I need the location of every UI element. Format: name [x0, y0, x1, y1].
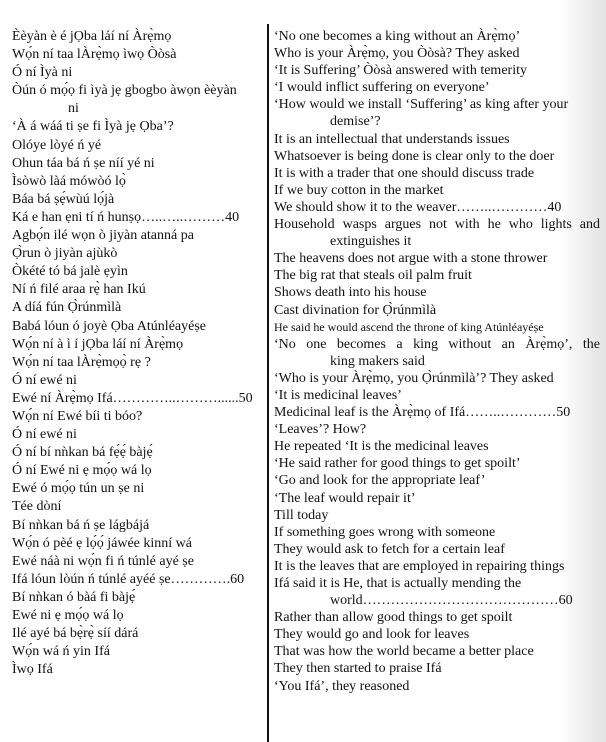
yoruba-verse-line: Tée dòní	[12, 499, 62, 515]
column-divider	[267, 24, 269, 742]
yoruba-verse-line: Ohun táa bá ń ṣe níí yé ni	[12, 155, 155, 171]
english-translation-line: The big rat that steals oil palm fruit	[274, 268, 472, 284]
english-translation-line: Till today	[274, 507, 329, 523]
english-translation-line: Medicinal leaf is the Àrẹ̀mọ of Ifá……..…………50	[274, 405, 571, 421]
english-translation-line: Rather than allow good things to get spoilt	[274, 610, 513, 626]
yoruba-verse-line: Ó ní bí nǹkan bá fẹ́ẹ́ bàjẹ́	[12, 445, 153, 461]
english-translation-line: It is with a trader that one should discuss trade	[274, 165, 535, 181]
yoruba-verse-line: Olóye lòyé ń yé	[12, 137, 102, 153]
english-translation-line: It is an intellectual that understands issues	[274, 131, 510, 147]
english-translation-line: ‘No one becomes a king without an Àrẹ̀mọ’, the	[274, 336, 600, 352]
english-translation-column	[274, 28, 600, 695]
yoruba-verse-line: Ewé ní Àrẹ̀mọ Ifá…………..………......50	[12, 390, 253, 406]
yoruba-verse-line: Ilé ayé bá bẹ̀rẹ̀ síí dárá	[12, 626, 139, 642]
yoruba-verse-line: Ó ní Ìyà ni	[12, 65, 73, 81]
english-translation-line: ‘It is medicinal leaves’	[274, 387, 402, 403]
english-translation-line: They would ask to fetch for a certain leaf	[274, 541, 505, 557]
yoruba-verse-line: Ewé náà ni wọ́n fi ń túnlé ayé ṣe	[12, 553, 194, 569]
english-translation-line: extinguishes it	[330, 234, 412, 250]
yoruba-verse-line: Ewé ni ẹ mọ́ọ wá lọ	[12, 608, 124, 623]
english-translation-line: ‘Leaves’? How?	[274, 422, 367, 438]
english-translation-line: We should show it to the weaver……..…………40	[274, 199, 562, 215]
yoruba-verse-column	[12, 28, 264, 679]
yoruba-verse-line: Babá lóun ó joyè Ọba Atúnléayéṣe	[12, 318, 207, 334]
yoruba-verse-line: Ní ń filé araa rẹ̀ han Ikú	[12, 282, 146, 298]
yoruba-verse-line: Ewé ó mọ́ọ tún un ṣe ni	[12, 481, 145, 497]
yoruba-verse-line: Wọ́n ní taa lÀrẹ̀mọ ìwọ Òòsà	[12, 47, 177, 63]
english-translation-line: Cast divination for Ọ̀rúnmìlà	[274, 302, 437, 318]
yoruba-verse-line: Ó ní ewé ni	[12, 427, 77, 443]
yoruba-verse-line: Bí nǹkan ó bàá fi bàjẹ́	[12, 589, 136, 605]
yoruba-verse-line: Wọ́n ní taa lÀrẹ̀mọọ̀ rẹ ?	[12, 354, 151, 370]
yoruba-verse-line: Ó ní Ewé ni ẹ mọ́ọ wá lọ	[12, 463, 152, 479]
english-translation-line: ‘It is Suffering’ Òòsà answered with temerity	[274, 63, 527, 79]
english-translation-line: Household wasps argues not with he who lights and	[274, 217, 600, 233]
english-translation-line: demise’?	[330, 114, 381, 130]
yoruba-verse-line: Agbọ́n ilé wọn ò jiyàn atanná pa	[12, 228, 194, 244]
yoruba-verse-line: Ìsòwò làá mówòó lọ̀	[12, 173, 126, 189]
english-translation-line: king makers said	[330, 353, 425, 369]
english-translation-line: If we buy cotton in the market	[274, 182, 444, 198]
yoruba-verse-line: Ó ní ewé ni	[12, 372, 77, 388]
english-translation-line: world……………………………………60	[330, 593, 573, 609]
yoruba-verse-line: Òkété tó bá jalè ẹyìn	[12, 264, 128, 280]
english-translation-line: The heavens does not argue with a stone thrower	[274, 251, 548, 267]
yoruba-verse-line: Òún ó mọ́ọ fi ìyà jẹ gbogbo àwọn èèyàn	[12, 83, 237, 99]
english-translation-line: They then started to praise Ifá	[274, 661, 442, 677]
yoruba-verse-line: ‘À á wáá ti ṣe fi Ìyà jẹ Ọba’?	[12, 119, 174, 135]
english-translation-line: If something goes wrong with someone	[274, 524, 496, 540]
english-translation-line: ‘You Ifá’, they reasoned	[274, 678, 410, 694]
english-translation-line: Ifá said it is He, that is actually mending the	[274, 576, 522, 591]
yoruba-verse-line: Ifá lóun lòún ń túnlé ayéé ṣe………….60	[12, 571, 245, 587]
english-translation-line: He repeated ‘It is the medicinal leaves	[274, 439, 489, 455]
yoruba-verse-line: Bí nǹkan bá ń ṣe lágbájá	[12, 517, 150, 533]
yoruba-verse-line: Báa bá ṣẹ́wùú lọ́jà	[12, 191, 115, 207]
english-translation-line: Who is your Àrẹ̀mọ, you Òòsà? They asked	[274, 46, 520, 62]
english-translation-line: ‘No one becomes a king without an Àrẹ̀mọ’	[274, 29, 521, 44]
english-translation-line: ‘Go and look for the appropriate leaf’	[274, 473, 486, 489]
english-translation-line: They would go and look for leaves	[274, 627, 470, 643]
yoruba-verse-line: A díá fún Ọ̀rúnmìlà	[12, 300, 122, 316]
english-translation-line: It is the leaves that are employed in repairing things	[274, 558, 565, 574]
yoruba-verse-line: Wọ́n wá ń yin Ifá	[12, 644, 110, 660]
english-translation-line: Whatsoever is being done is clear only to the doer	[274, 148, 555, 164]
yoruba-verse-line: Ká e han ẹni tí ń hunṣọ…..…..………40	[12, 209, 240, 225]
english-translation-line: ‘How would we install ‘Suffering’ as king after your	[274, 97, 569, 113]
yoruba-verse-line: Ọ̀run ò jiyàn ajùkò	[12, 246, 118, 262]
yoruba-verse-line: Ìwọ Ifá	[12, 662, 53, 678]
yoruba-verse-line: Wọ́n ní à ì í jỌba láí ní Àrẹ̀mọ	[12, 336, 184, 352]
english-translation-line: ‘He said rather for good things to get spoilt’	[274, 456, 521, 472]
english-translation-line: He said he would ascend the throne of king Atúnléayéṣe	[274, 319, 544, 334]
english-translation-line: That was how the world became a better place	[274, 644, 534, 660]
english-translation-line: ‘I would inflict suffering on everyone’	[274, 80, 490, 96]
english-translation-line: ‘Who is your Àrẹ̀mọ, you Ọ̀rúnmìlà’? They asked	[274, 370, 554, 386]
yoruba-verse-line: Wọ́n ní Ewé bíi ti bóo?	[12, 408, 143, 424]
yoruba-verse-line: Wọ́n ó pèé ẹ lọ́ọ́ jáwée kinní wá	[12, 535, 192, 551]
english-translation-line: Shows death into his house	[274, 285, 427, 301]
yoruba-verse-line: Èèyàn è é jỌba láí ní Àrẹ̀mọ	[12, 29, 172, 44]
english-translation-line: ‘The leaf would repair it’	[274, 490, 416, 506]
yoruba-verse-line: ni	[68, 101, 79, 117]
